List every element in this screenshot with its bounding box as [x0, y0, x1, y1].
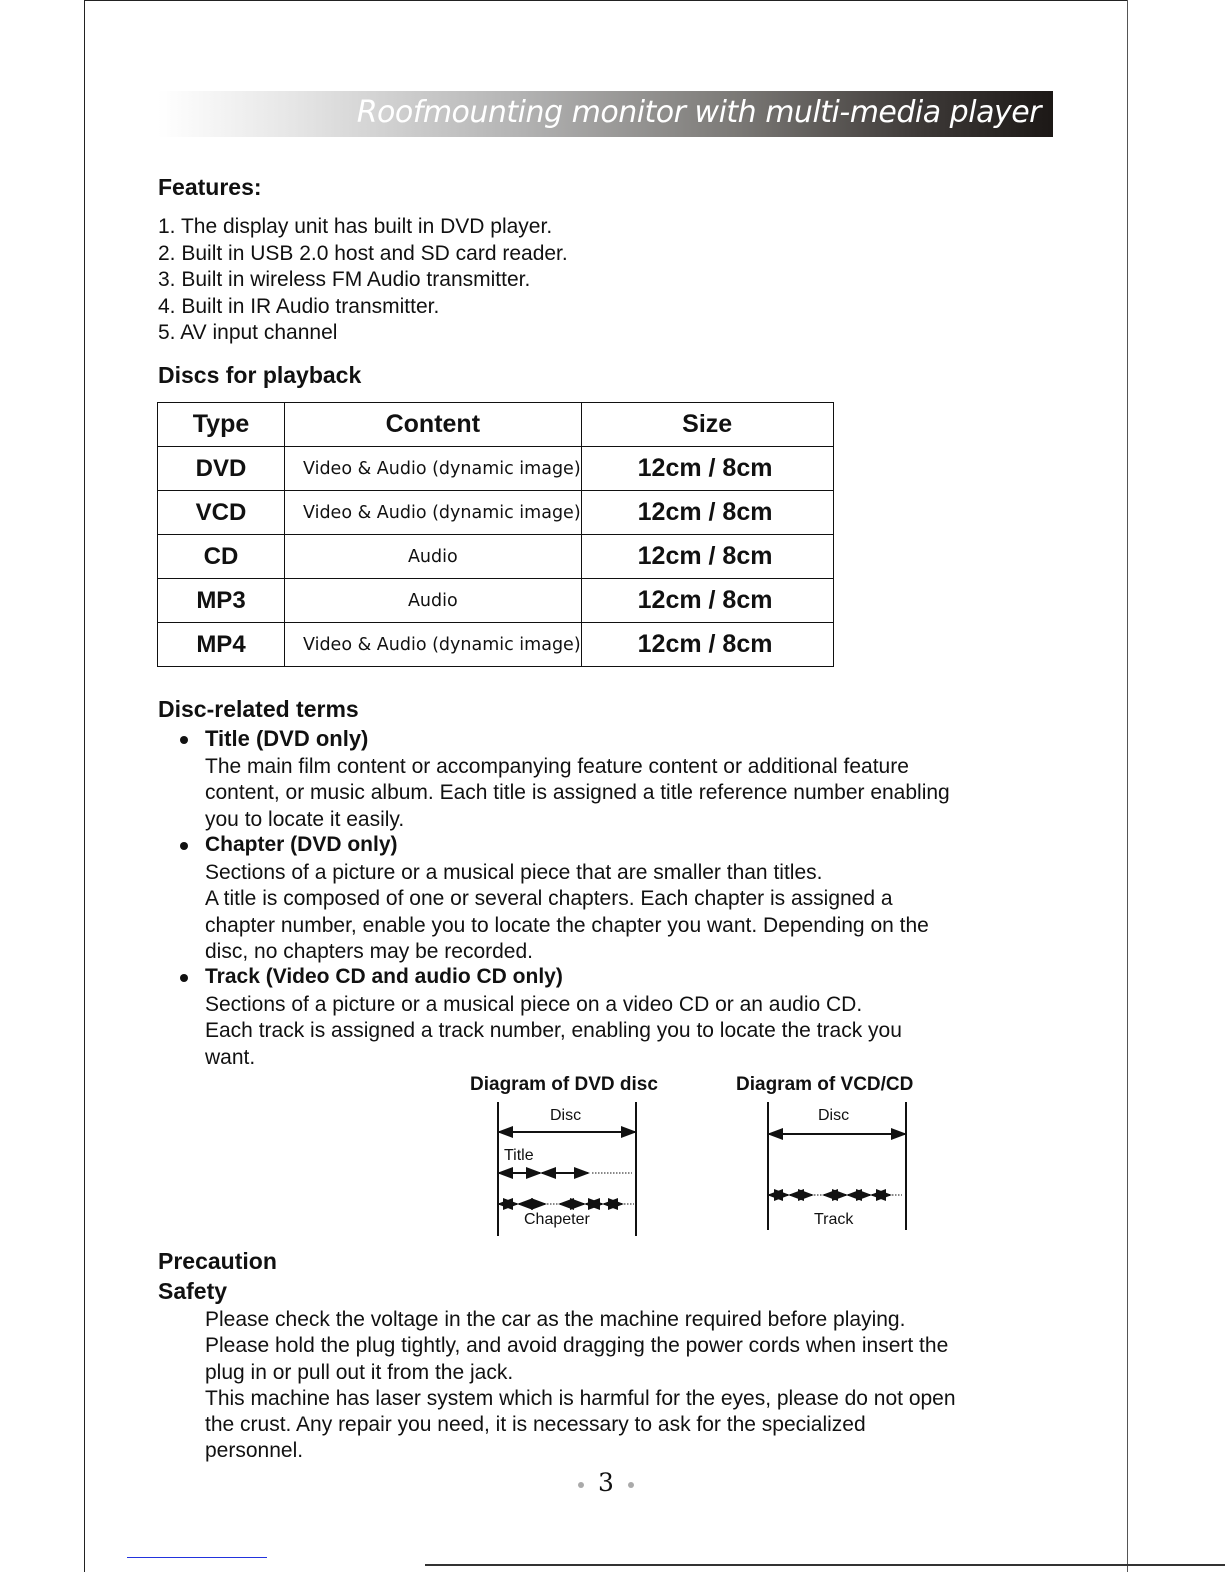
- cell-content: [285, 447, 582, 491]
- text-line: content, or music album. Each title is assigned a title reference number enabling: [205, 781, 950, 805]
- bullet-icon: [180, 736, 188, 744]
- table-row: [158, 535, 834, 579]
- term-title-description: [205, 754, 950, 833]
- column-header-type: Type: [158, 403, 285, 447]
- cell-size: [581, 579, 833, 623]
- cell-size-text: 12cm / 8cm: [637, 498, 773, 526]
- cell-size: [581, 447, 833, 491]
- terms-heading: Disc-related terms: [158, 696, 359, 722]
- page-frame-right: [1127, 0, 1128, 1572]
- text-line: The main film content or accompanying feature content or additional feature: [205, 755, 909, 778]
- scan-artifact-line: [127, 1557, 267, 1558]
- vcd-track-label: Track: [814, 1211, 854, 1228]
- features-heading: Features:: [158, 174, 262, 200]
- dvd-diagram: [490, 1100, 650, 1240]
- text-line: the crust. Any repair you need, it is necessary to ask for the specialized: [205, 1413, 866, 1437]
- page-frame-top: [84, 0, 1128, 1]
- feature-item: 5. AV input channel: [158, 321, 338, 344]
- bullet-icon: [180, 842, 188, 850]
- feature-item: 1. The display unit has built in DVD player.: [158, 215, 553, 238]
- cell-size-text: 12cm / 8cm: [637, 454, 773, 482]
- table-header-row: [158, 403, 834, 447]
- cell-type: CD: [158, 535, 285, 579]
- bullet-icon: [180, 974, 188, 982]
- column-header-content: Content: [285, 403, 582, 447]
- term-track-description: [205, 992, 902, 1071]
- vcd-diagram: [760, 1100, 920, 1240]
- feature-item: 3. Built in wireless FM Audio transmitter.: [158, 268, 531, 291]
- discs-table: [157, 402, 834, 667]
- cell-content: Audio: [285, 579, 582, 623]
- dvd-disc-label: Disc: [550, 1107, 582, 1124]
- text-line: Please check the voltage in the car as the machine required before playing.: [205, 1308, 906, 1331]
- dvd-diagram-title: Diagram of DVD disc: [470, 1074, 658, 1095]
- precaution-heading: Precaution: [158, 1248, 277, 1274]
- text-line: plug in or pull out it from the jack.: [205, 1360, 514, 1384]
- feature-item: 2. Built in USB 2.0 host and SD card reader.: [158, 241, 568, 265]
- cell-content: Audio: [285, 535, 582, 579]
- text-line: you to locate it easily.: [205, 807, 405, 831]
- cell-content-text: Video & Audio (dynamic image): [303, 634, 581, 655]
- cell-content-text: Video & Audio (dynamic image): [303, 458, 581, 479]
- page-number: [0, 1468, 1212, 1497]
- cell-content-text: Video & Audio (dynamic image): [303, 502, 581, 523]
- cell-size-text: 12cm / 8cm: [637, 586, 773, 614]
- text-line: chapter number, enable you to locate the chapter you want. Depending on the: [205, 913, 929, 937]
- text-line: Sections of a picture or a musical piece on a video CD or an audio CD.: [205, 993, 863, 1016]
- text-line: want.: [205, 1045, 256, 1069]
- term-chapter-heading: Chapter (DVD only): [205, 833, 398, 856]
- cell-size-text: 12cm / 8cm: [637, 630, 773, 658]
- table-row: [158, 447, 834, 491]
- safety-heading: Safety: [158, 1278, 228, 1304]
- table-row: [158, 579, 834, 623]
- features-list: [158, 214, 568, 347]
- term-chapter-description: [205, 860, 929, 965]
- cell-content: [285, 491, 582, 535]
- dot-icon: [578, 1482, 584, 1488]
- discs-heading: Discs for playback: [158, 362, 362, 388]
- safety-text: [205, 1307, 956, 1465]
- cell-content: [285, 623, 582, 667]
- cell-size: [581, 491, 833, 535]
- table-row: [158, 491, 834, 535]
- scan-artifact-bottom: [425, 1564, 1225, 1566]
- vcd-disc-label: Disc: [818, 1107, 850, 1124]
- dvd-chapter-label: Chapeter: [524, 1211, 590, 1228]
- term-track-heading: Track (Video CD and audio CD only): [205, 965, 563, 988]
- text-line: This machine has laser system which is harmful for the eyes, please do not open: [205, 1386, 956, 1410]
- text-line: personnel.: [205, 1439, 304, 1463]
- cell-type: VCD: [158, 491, 285, 535]
- header-banner: [158, 91, 1053, 137]
- text-line: disc, no chapters may be recorded.: [205, 939, 534, 963]
- cell-type: DVD: [158, 447, 285, 491]
- column-header-size: Size: [581, 403, 833, 447]
- dvd-title-label: Title: [504, 1147, 534, 1164]
- text-line: Each track is assigned a track number, enabling you to locate the track you: [205, 1019, 902, 1043]
- text-line: Please hold the plug tightly, and avoid dragging the power cords when insert the: [205, 1334, 949, 1358]
- cell-type: MP3: [158, 579, 285, 623]
- cell-size: [581, 535, 833, 579]
- cell-size: [581, 623, 833, 667]
- page-number-text: 3: [598, 1468, 614, 1497]
- table-row: [158, 623, 834, 667]
- cell-size-text: 12cm / 8cm: [637, 542, 773, 570]
- page-frame-left: [84, 0, 85, 1572]
- feature-item: 4. Built in IR Audio transmitter.: [158, 294, 440, 318]
- term-title-heading: Title (DVD only): [205, 726, 369, 751]
- dot-icon: [628, 1482, 634, 1488]
- text-line: Sections of a picture or a musical piece that are smaller than titles.: [205, 861, 823, 884]
- page-title: Roofmounting monitor with multi-media player: [356, 95, 1041, 130]
- text-line: A title is composed of one or several chapters. Each chapter is assigned a: [205, 887, 893, 911]
- cell-type: MP4: [158, 623, 285, 667]
- vcd-diagram-title: Diagram of VCD/CD: [736, 1074, 914, 1095]
